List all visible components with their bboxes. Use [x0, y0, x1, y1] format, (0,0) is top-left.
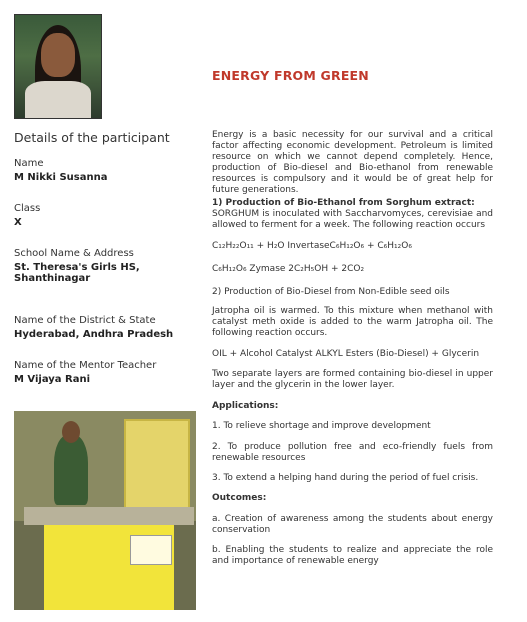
equation-2: C₆H₁₂O₆ Zymase 2C₂H₅OH + 2CO₂ — [212, 264, 365, 274]
photo-table — [24, 507, 194, 525]
intro-paragraph: Energy is a basic necessity for our survival and a critical factor affecting economic development. Petroleum is limited resource on which we cannot depend completely. Hence, production of Bio-diesel and Bio-ethanol from renewable resources is compulsory and it would be of great help for future generations. — [212, 130, 493, 195]
application-2: 2. To produce pollution free and eco-friendly fuels from renewable resources — [212, 442, 493, 463]
school-value: St. Theresa's Girls HS, Shanthinagar — [14, 262, 140, 284]
page-title: ENERGY FROM GREEN — [212, 68, 369, 83]
section2-heading: 2) Production of Bio-Diesel from Non-Edible seed oils — [212, 287, 450, 297]
outcome-a: a. Creation of awareness among the students about energy conservation — [212, 514, 493, 535]
photo-face — [41, 33, 75, 77]
section2-text: Jatropha oil is warmed. To this mixture when methanol with catalyst meth oxide is added to the warm Jatropha oil. The following reaction occurs. — [212, 306, 493, 338]
name-value: M Nikki Susanna — [14, 172, 108, 183]
details-heading: Details of the participant — [14, 130, 170, 145]
application-1: 1. To relieve shortage and improve development — [212, 421, 431, 431]
class-label: Class — [14, 203, 41, 214]
school-label: School Name & Address — [14, 248, 134, 259]
name-label: Name — [14, 158, 44, 169]
class-value: X — [14, 217, 22, 228]
outcomes-heading: Outcomes: — [212, 493, 267, 503]
photo-person — [54, 435, 88, 505]
mentor-label: Name of the Mentor Teacher — [14, 360, 157, 371]
photo-dress — [25, 81, 91, 119]
project-photo — [14, 411, 196, 610]
section2-text2: Two separate layers are formed containing bio-diesel in upper layer and the glycerin in the lower layer. — [212, 369, 493, 390]
mentor-value: M Vijaya Rani — [14, 374, 91, 385]
equation-1: C₁₂H₂₂O₁₁ + H₂O InvertaseC₆H₁₂O₆ + C₆H₁₂O₆ — [212, 241, 412, 251]
participant-photo — [14, 14, 102, 119]
applications-heading: Applications: — [212, 401, 279, 411]
photo-board — [124, 419, 190, 509]
application-3: 3. To extend a helping hand during the period of fuel crisis. — [212, 473, 479, 483]
outcome-b: b. Enabling the students to realize and appreciate the role and importance of renewable energy — [212, 545, 493, 566]
section1-heading: 1) Production of Bio-Ethanol from Sorghum extract: — [212, 198, 475, 208]
photo-frame — [130, 535, 172, 565]
district-label: Name of the District & State — [14, 315, 156, 326]
photo-head — [62, 421, 80, 443]
district-value: Hyderabad, Andhra Pradesh — [14, 329, 174, 340]
section1-text: SORGHUM is inoculated with Saccharvomyces, cerevisiae and allowed to ferment for a week. The following reaction occurs — [212, 209, 493, 230]
equation-3: OIL + Alcohol Catalyst ALKYL Esters (Bio-Diesel) + Glycerin — [212, 349, 480, 359]
